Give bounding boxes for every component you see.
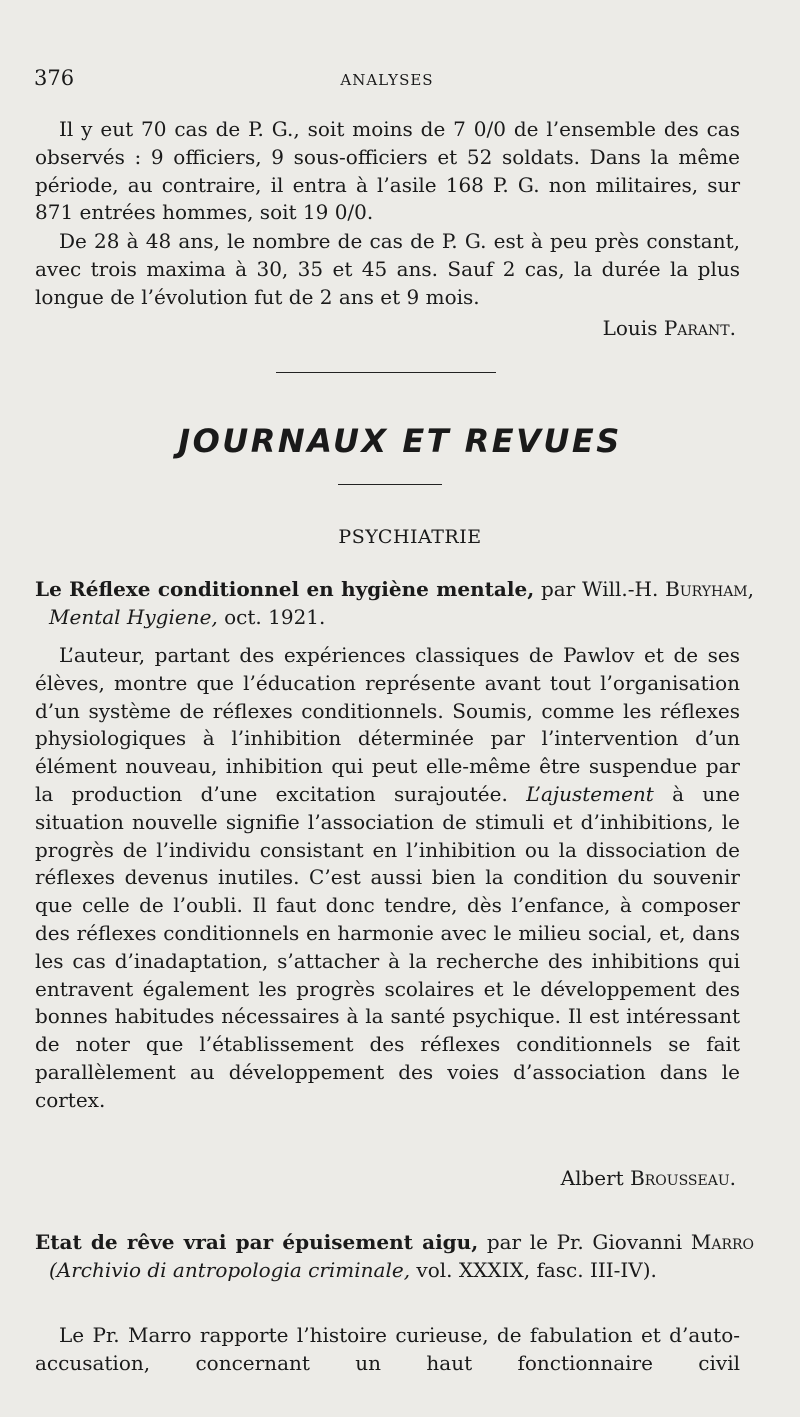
- article-author: Buryham,: [665, 577, 755, 601]
- article-journal: Mental Hygiene,: [49, 604, 218, 629]
- signature: [603, 316, 736, 340]
- article-date: oct. 1921.: [224, 604, 326, 629]
- signature-last-name: Parant.: [663, 316, 736, 340]
- section-title: JOURNAUX ET REVUES: [178, 422, 622, 460]
- article-body-text: à une situation nouvelle signifie l’association de stimuli et d’inhibitions, le progrès de l’individu consistant en l’inhibition ou la dissociation de réflexes devenus inutiles. C’est aussi bien la condition du souvenir que celle de l’oubli. Il faut donc tendre, dès l’enfance, à composer des réflexes conditionnels en harmonie avec le milieu social, et, dans les cas d’inadaptation, s’attacher à la recherche des inhibitions qui entravent également les progrès scolaires et le développement des bonnes habitudes nécessaires à la santé psychique. Il est intéressant de noter que l’établissement des réflexes conditionnels se fait parallèlement au développement des voies d’association dans le cortex.: [35, 781, 740, 1112]
- running-title: ANALYSES: [340, 71, 434, 89]
- article-title: Le Réflexe conditionnel en hygiène mentale,: [35, 577, 535, 601]
- page-number: 376: [34, 66, 75, 90]
- page-header: [34, 66, 740, 102]
- article-reference: vol. XXXIX, fasc. III-IV).: [416, 1257, 657, 1282]
- article-body-italic: L’ajustement: [526, 781, 654, 806]
- article-body-text: L’auteur, partant des expériences classiques de Pawlov et de ses élèves, montre que l’éducation représente avant tout l’organisation d’un système de réflexes conditionnels. Soumis, comme les réflexes physiologiques à l’inhibition déterminée par l’intervention d’un élément nouveau, inhibition qui peut elle-même être suspendue par la production d’une excitation surajoutée.: [35, 643, 740, 806]
- article-author: Marro: [690, 1230, 755, 1254]
- article-heading: [35, 1229, 754, 1285]
- article-heading: [35, 576, 754, 632]
- article-by: par le Pr. Giovanni: [486, 1230, 683, 1254]
- article-body: [35, 642, 740, 1115]
- signature-last-name: Brousseau.: [630, 1166, 736, 1190]
- signature-first-name: Albert: [560, 1166, 624, 1190]
- article-body: Le Pr. Marro rapporte l’histoire curieuse, de fabulation et d’auto-accusation, concernant un haut fonctionnaire civil: [35, 1323, 740, 1375]
- signature: [561, 1166, 736, 1190]
- article-title: Etat de rêve vrai par épuisement aigu,: [35, 1230, 479, 1254]
- section-divider: [276, 372, 496, 373]
- article-by: par Will.-H.: [540, 577, 659, 601]
- subsection-title: PSYCHIATRIE: [338, 526, 482, 548]
- paragraph: De 28 à 48 ans, le nombre de cas de P. G. est à peu près constant, avec trois maxima à 30, 35 et 45 ans. Sauf 2 cas, la durée la plus longue de l’évolution fut de 2 ans et 9 mois.: [35, 229, 740, 309]
- article-journal: (Archivio di antropologia criminale,: [49, 1257, 411, 1282]
- signature-first-name: Louis: [602, 316, 658, 340]
- title-underline: [338, 484, 442, 485]
- paragraph: Il y eut 70 cas de P. G., soit moins de 7 0/0 de l’ensemble des cas observés : 9 officiers, 9 sous-officiers et 52 soldats. Dans la même période, au contraire, il entra à l’asile 168 P. G. non militaires, sur 871 entrées hommes, soit 19 0/0.: [35, 117, 740, 225]
